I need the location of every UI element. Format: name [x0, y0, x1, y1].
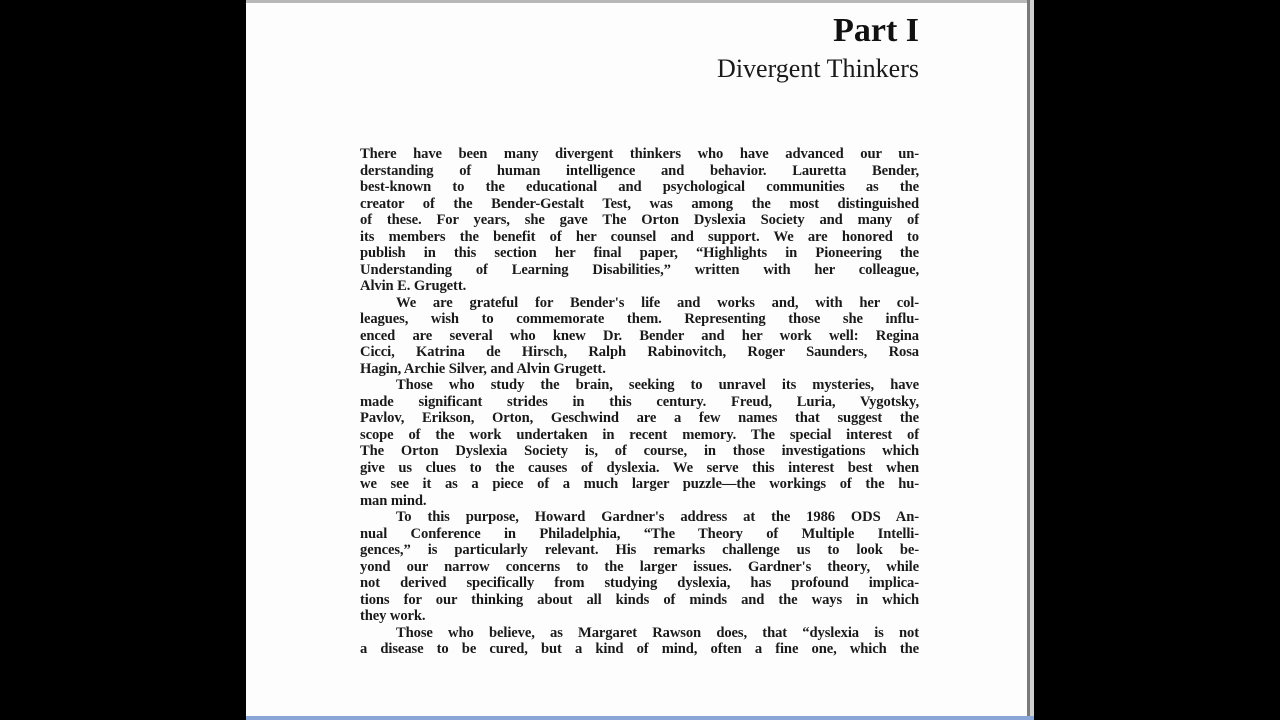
text-line: enced are several who knew Dr. Bender and her work well: Regina [360, 327, 919, 344]
paragraph [360, 377, 919, 509]
text-line: The Orton Dyslexia Society is, of course, in those investigations which [360, 443, 919, 460]
page-right-edge-light [1030, 0, 1034, 720]
text-line: Cicci, Katrina de Hirsch, Ralph Rabinovitch, Roger Saunders, Rosa [360, 344, 919, 361]
text-line: made significant strides in this century. Freud, Luria, Vygotsky, [360, 393, 919, 410]
text-line: not derived specifically from studying dyslexia, has profound implica- [360, 575, 919, 592]
part-title: Divergent Thinkers [717, 54, 919, 83]
page-bottom-border [246, 716, 1034, 720]
text-line: tions for our thinking about all kinds of minds and the ways in which [360, 591, 919, 608]
text-line: To this purpose, Howard Gardner's address at the 1986 ODS An- [396, 509, 919, 526]
text-line: man mind. [360, 492, 427, 509]
text-line: yond our narrow concerns to the larger issues. Gardner's theory, while [360, 558, 919, 575]
text-line: Those who study the brain, seeking to unravel its mysteries, have [396, 377, 919, 394]
text-line: Understanding of Learning Disabilities,” written with her colleague, [360, 261, 919, 278]
part-heading: Part I [833, 12, 919, 49]
text-line: scope of the work undertaken in recent memory. The special interest of [360, 426, 919, 443]
text-line: give us clues to the causes of dyslexia. We serve this interest best when [360, 459, 919, 476]
text-line: nual Conference in Philadelphia, “The Theory of Multiple Intelli- [360, 525, 919, 542]
text-line: publish in this section her final paper, “Highlights in Pioneering the [360, 245, 919, 262]
text-line: its members the benefit of her counsel and support. We are honored to [360, 228, 919, 245]
text-line: a disease to be cured, but a kind of mind, often a fine one, which the [360, 641, 919, 658]
text-line: There have been many divergent thinkers who have advanced our un- [360, 146, 919, 162]
body-text [360, 146, 919, 658]
paragraph [360, 625, 919, 658]
text-line: best-known to the educational and psychological communities as the [360, 179, 919, 196]
text-line: creator of the Bender-Gestalt Test, was among the most distinguished [360, 195, 919, 212]
text-line: Those who believe, as Margaret Rawson does, that “dyslexia is not [396, 624, 919, 641]
text-line: derstanding of human intelligence and behavior. Lauretta Bender, [360, 162, 919, 179]
text-line: they work. [360, 608, 426, 625]
text-line: Pavlov, Erikson, Orton, Geschwind are a few names that suggest the [360, 410, 919, 427]
text-line: We are grateful for Bender's life and works and, with her col- [396, 294, 919, 311]
paragraph [360, 509, 919, 625]
text-line: of these. For years, she gave The Orton Dyslexia Society and many of [360, 212, 919, 229]
text-line: leagues, wish to commemorate them. Representing those she influ- [360, 311, 919, 328]
text-line: Hagin, Archie Silver, and Alvin Grugett. [360, 360, 606, 377]
paragraph [360, 295, 919, 378]
page-top-border [246, 0, 1027, 3]
text-line: gences,” is particularly relevant. His remarks challenge us to look be- [360, 542, 919, 559]
paragraph [360, 146, 919, 295]
text-line: Alvin E. Grugett. [360, 278, 467, 295]
text-line: we see it as a piece of a much larger puzzle—the workings of the hu- [360, 476, 919, 493]
